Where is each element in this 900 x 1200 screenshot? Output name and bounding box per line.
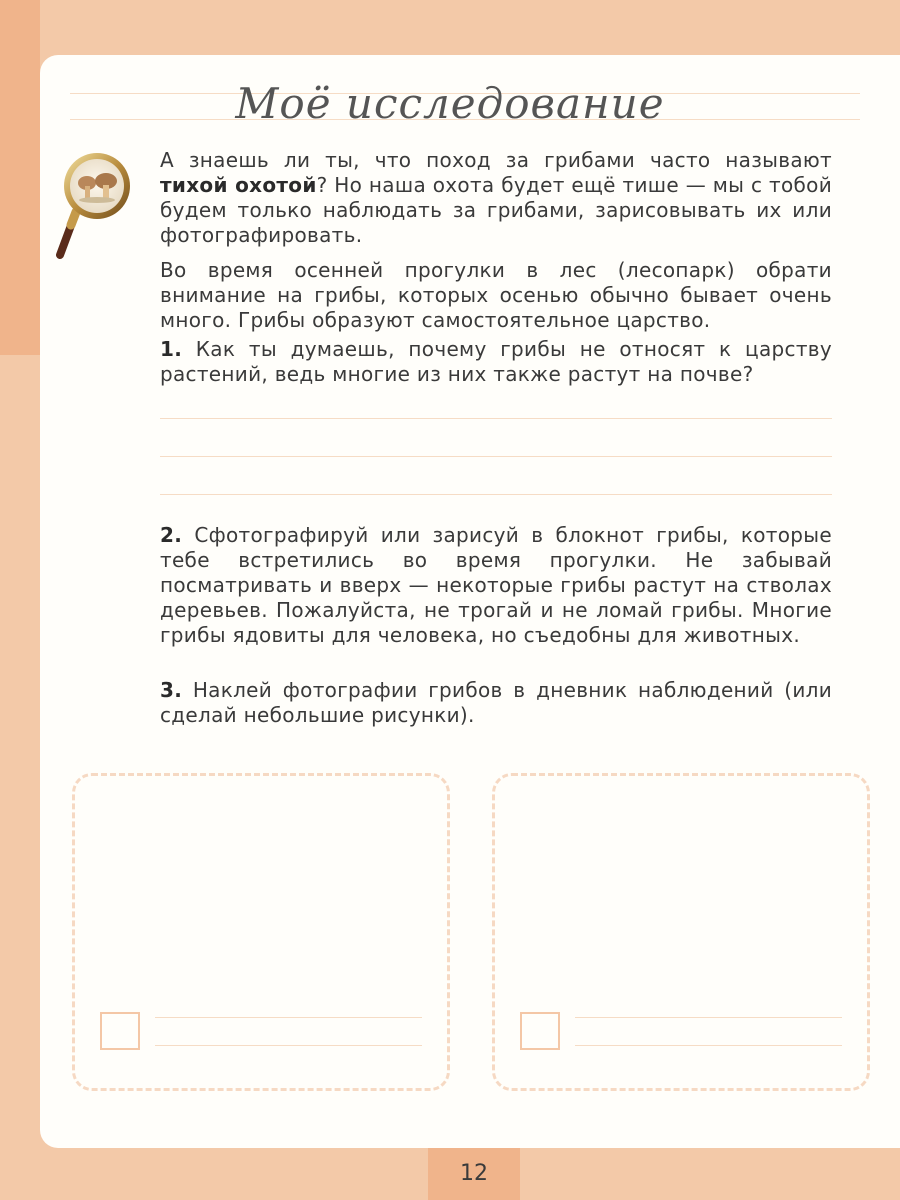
photo-frame-right[interactable] [492,773,870,1091]
walk-paragraph: Во время осенней прогулки в лес (лесопарк) обрати внимание на грибы, которых осенью обычно бывает очень много. Грибы образуют самостоятельное царство. [160,258,832,332]
task-2-text: Сфотографируй или зарисуй в блокнот грибы, которые тебе встретились во время прогулки. Не забывай посматривать и вверх — некоторые грибы растут на стволах деревьев. Пожалуйста, не трогай и не ломай грибы. Многие грибы ядовиты для человека, но съедобны для животных. [160,523,832,647]
intro-text-end: ? Но наша охота будет ещё тише — мы с тобой будем только наблюдать за грибами, зарисовывать их или фотографировать. [160,173,832,247]
task-2-number: 2. [160,523,183,547]
page-number: 12 [460,1161,488,1186]
task-3 [160,678,832,728]
caption-line[interactable] [575,1045,842,1046]
task-2 [160,523,832,648]
task-1-text: Как ты думаешь, почему грибы не относят к царству растений, ведь многие из них также растут на почве? [160,337,832,386]
checkbox-left[interactable] [100,1012,140,1050]
caption-line[interactable] [575,1017,842,1018]
answer-line-1[interactable] [160,418,832,419]
caption-line[interactable] [155,1045,422,1046]
intro-paragraph [160,148,832,248]
workbook-page [40,55,900,1148]
checkbox-right[interactable] [520,1012,560,1050]
caption-line[interactable] [155,1017,422,1018]
page-title: Моё исследование [235,79,665,128]
task-1 [160,337,832,387]
magnifier-icon [54,150,134,262]
left-color-band [0,0,40,355]
page-number-tab [428,1148,520,1200]
task-3-text: Наклей фотографии грибов в дневник наблюдений (или сделай небольшие рисунки). [160,678,832,727]
answer-line-2[interactable] [160,456,832,457]
intro-text-start: А знаешь ли ты, что поход за грибами часто называют [160,148,832,172]
intro-bold-term: тихой охотой [160,173,317,197]
answer-line-3[interactable] [160,494,832,495]
photo-frame-left[interactable] [72,773,450,1091]
task-1-number: 1. [160,337,183,361]
task-3-number: 3. [160,678,183,702]
